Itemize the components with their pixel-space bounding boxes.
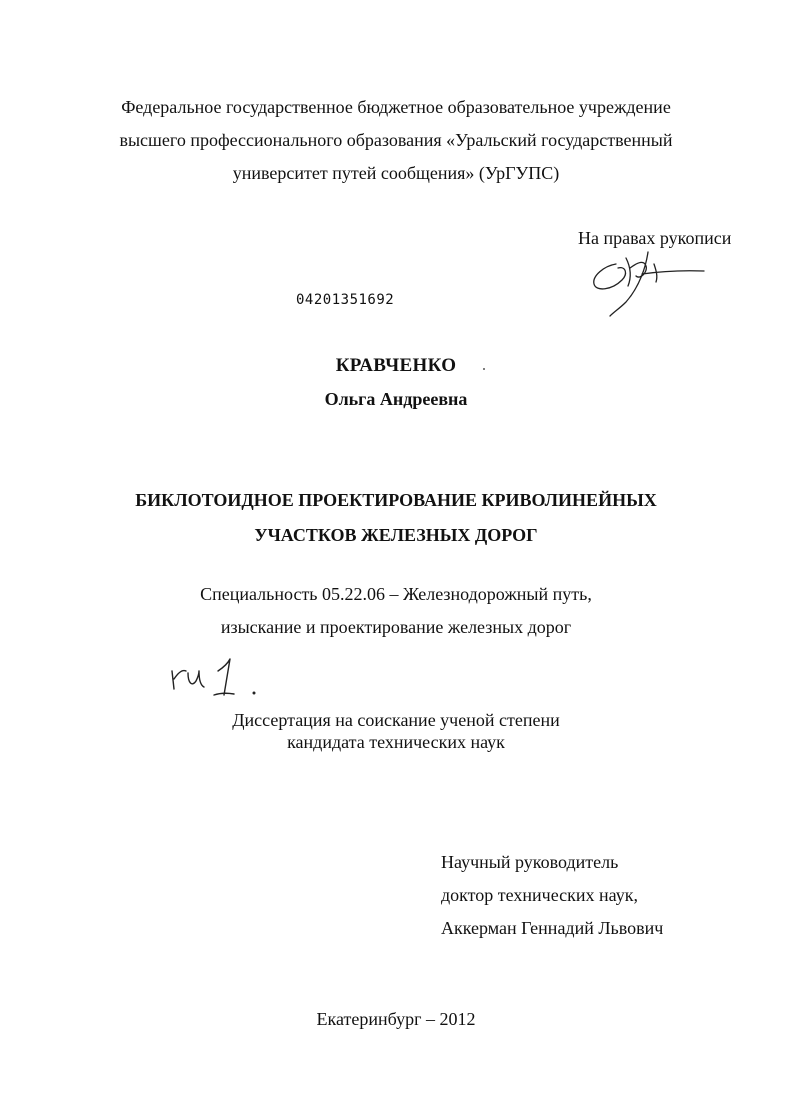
dissertation-line-1: Диссертация на соискание ученой степени [232,710,560,730]
specialty-line-1: Специальность 05.22.06 – Железнодорожный путь, [200,584,592,604]
title-line-1: БИКЛОТОИДНОЕ ПРОЕКТИРОВАНИЕ КРИВОЛИНЕЙНЫХ [135,490,657,510]
institution-line-1: Федеральное государственное бюджетное образовательное учреждение [121,97,671,117]
advisor-role: Научный руководитель [441,852,619,872]
title-line-2: УЧАСТКОВ ЖЕЛЕЗНЫХ ДОРОГ [254,525,538,545]
scientific-advisor [441,846,663,945]
specialty [0,578,792,644]
dissertation-line-2: кандидата технических наук [287,732,505,752]
dissertation-title [0,483,792,553]
institution-header [0,96,792,195]
institution-line-2: высшего профессионального образования «Уральский государственный [119,130,673,150]
advisor-name: Аккерман Геннадий Львович [441,918,664,938]
stray-dot [483,368,485,370]
degree-statement [0,709,792,753]
signature-icon [586,246,711,320]
manuscript-note: На правах рукописи [578,228,732,248]
document-number: 04201351692 [296,292,395,308]
advisor-degree: доктор технических наук, [441,885,638,905]
specialty-line-2: изыскание и проектирование железных дорог [220,617,572,637]
author-surname: КРАВЧЕНКО [335,355,457,376]
author-given-names: Ольга Андреевна [324,389,468,409]
institution-line-3: университет путей сообщения» (УрГУПС) [232,163,560,183]
handwritten-mark-icon [166,655,266,700]
city-year: Екатеринбург – 2012 [316,1009,476,1029]
